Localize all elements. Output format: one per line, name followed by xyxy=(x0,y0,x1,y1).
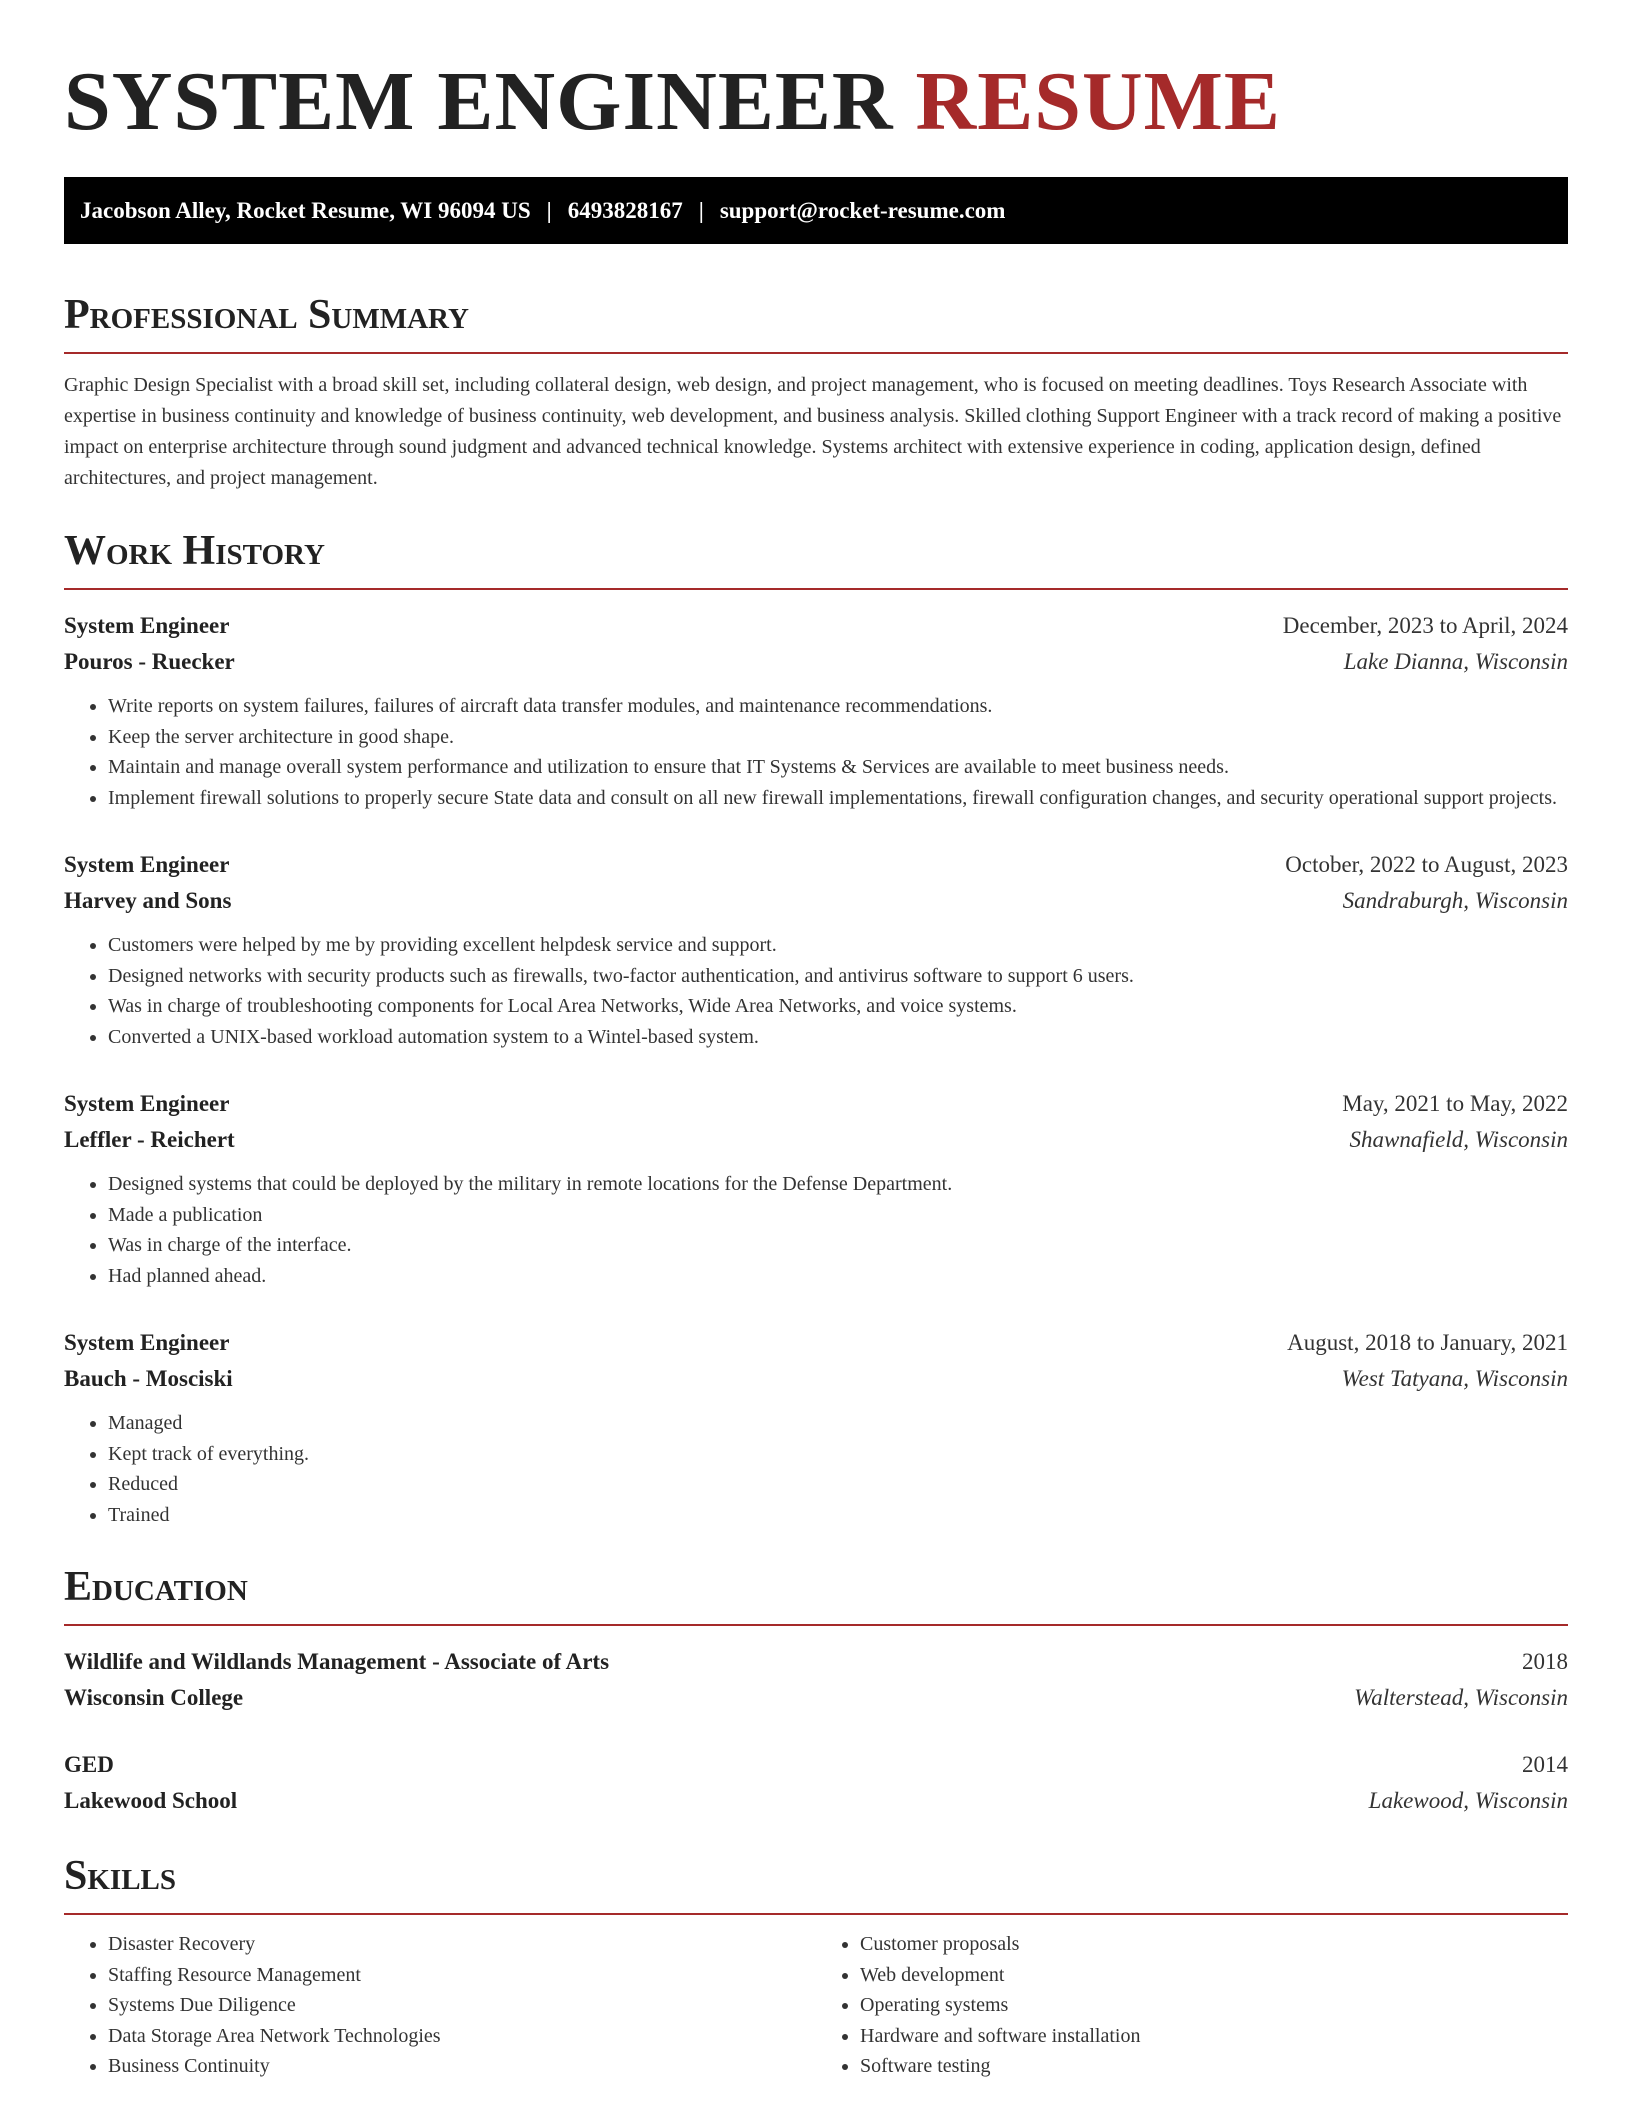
education-heading: Education xyxy=(64,1562,1568,1626)
job-entry xyxy=(64,1325,1568,1530)
education-degree-row xyxy=(64,1644,1568,1680)
title-main: SYSTEM ENGINEER xyxy=(64,55,894,148)
job-bullet: • Customers were helped by me by providing excellent helpdesk service and support. xyxy=(108,930,1568,961)
skill-item: • Business Continuity xyxy=(108,2051,816,2082)
job-entry xyxy=(64,847,1568,1052)
skill-item: • Disaster Recovery xyxy=(108,1929,816,1960)
job-company: Harvey and Sons xyxy=(64,888,232,913)
work-history-heading: Work History xyxy=(64,526,1568,590)
job-location: Shawnafield, Wisconsin xyxy=(1349,1127,1568,1152)
job-entry xyxy=(64,608,1568,813)
education-entry xyxy=(64,1747,1568,1819)
job-dates: May, 2021 to May, 2022 xyxy=(1342,1091,1568,1116)
job-bullet: • Designed networks with security products such as firewalls, two-factor authentication, and antivirus software to support 6 users. xyxy=(108,961,1568,992)
job-title: System Engineer xyxy=(64,613,230,638)
job-company: Pouros - Ruecker xyxy=(64,649,235,674)
job-dates: October, 2022 to August, 2023 xyxy=(1285,852,1568,877)
job-header-row xyxy=(64,608,1568,644)
job-bullets xyxy=(64,691,1568,813)
job-dates: December, 2023 to April, 2024 xyxy=(1282,613,1568,638)
contact-address: Jacobson Alley, Rocket Resume, WI 96094 US xyxy=(80,197,531,223)
contact-separator: | xyxy=(698,197,704,223)
job-bullet: • Implement firewall solutions to properly secure State data and consult on all new firewall implementations, firewall configuration changes, and security operational support projects. xyxy=(108,783,1568,814)
job-bullet: • Write reports on system failures, failures of aircraft data transfer modules, and maintenance recommendations. xyxy=(108,691,1568,722)
education-school-row xyxy=(64,1680,1568,1716)
job-bullets xyxy=(64,1408,1568,1530)
skill-item: • Data Storage Area Network Technologies xyxy=(108,2021,816,2052)
education-degree: Wildlife and Wildlands Management - Associate of Arts xyxy=(64,1649,610,1674)
education-year: 2018 xyxy=(1522,1649,1568,1674)
job-location: Lake Dianna, Wisconsin xyxy=(1343,649,1568,674)
job-location: Sandraburgh, Wisconsin xyxy=(1342,888,1568,913)
education-school-row xyxy=(64,1783,1568,1819)
job-company-row xyxy=(64,644,1568,680)
education-degree-row xyxy=(64,1747,1568,1783)
skills-list xyxy=(64,1929,1568,2082)
contact-separator: | xyxy=(546,197,552,223)
job-bullet: • Kept track of everything. xyxy=(108,1439,1568,1470)
education-entry xyxy=(64,1644,1568,1716)
job-bullet: • Designed systems that could be deployed by the military in remote locations for the Defense Department. xyxy=(108,1169,1568,1200)
skill-item: • Software testing xyxy=(860,2051,1568,2082)
skills-column-left xyxy=(64,1929,816,2082)
title-accent: RESUME xyxy=(915,55,1281,148)
education-school: Wisconsin College xyxy=(64,1685,244,1710)
job-bullet: • Maintain and manage overall system performance and utilization to ensure that IT Systems & Services are available to meet business needs. xyxy=(108,752,1568,783)
job-bullet: • Managed xyxy=(108,1408,1568,1439)
job-header-row xyxy=(64,1086,1568,1122)
job-bullet: • Keep the server architecture in good shape. xyxy=(108,722,1568,753)
job-title: System Engineer xyxy=(64,1091,230,1116)
job-header-row xyxy=(64,1325,1568,1361)
education-location: Lakewood, Wisconsin xyxy=(1368,1788,1568,1813)
skill-item: • Customer proposals xyxy=(860,1929,1568,1960)
contact-phone: 6493828167 xyxy=(567,197,683,223)
job-title: System Engineer xyxy=(64,1330,230,1355)
job-bullet: • Had planned ahead. xyxy=(108,1261,1568,1292)
education-year: 2014 xyxy=(1522,1752,1568,1777)
job-bullet: • Converted a UNIX-based workload automation system to a Wintel-based system. xyxy=(108,1022,1568,1053)
skill-item: • Staffing Resource Management xyxy=(108,1960,816,1991)
job-header-row xyxy=(64,847,1568,883)
job-bullet: • Made a publication xyxy=(108,1200,1568,1231)
job-company-row xyxy=(64,1361,1568,1397)
contact-bar xyxy=(64,177,1568,244)
skill-item: • Operating systems xyxy=(860,1990,1568,2021)
contact-email: support@rocket-resume.com xyxy=(719,197,1006,223)
education-school: Lakewood School xyxy=(64,1788,238,1813)
job-entry xyxy=(64,1086,1568,1291)
education-location: Walterstead, Wisconsin xyxy=(1354,1685,1568,1710)
job-dates: August, 2018 to January, 2021 xyxy=(1287,1330,1568,1355)
job-company: Bauch - Mosciski xyxy=(64,1366,233,1391)
job-bullets xyxy=(64,1169,1568,1291)
job-bullet: • Was in charge of troubleshooting components for Local Area Networks, Wide Area Networks, and voice systems. xyxy=(108,991,1568,1022)
education-degree: GED xyxy=(64,1752,114,1777)
summary-text: Graphic Design Specialist with a broad skill set, including collateral design, web design, and project management, who is focused on meeting deadlines. Toys Research Associate with expertise in business continuity and knowledge of business continuity, web development, and business analysis. Skilled clothing Support Engineer with a track record of making a positive impact on enterprise architecture through sound judgment and advanced technical knowledge. Systems architect with extensive experience in coding, application design, defined architectures, and project management. xyxy=(64,374,1562,489)
job-title: System Engineer xyxy=(64,852,230,877)
skills-column-right xyxy=(816,1929,1568,2082)
job-bullet: • Reduced xyxy=(108,1469,1568,1500)
job-company-row xyxy=(64,1122,1568,1158)
job-company: Leffler - Reichert xyxy=(64,1127,235,1152)
job-bullet: • Was in charge of the interface. xyxy=(108,1230,1568,1261)
job-company-row xyxy=(64,883,1568,919)
summary-heading: Professional Summary xyxy=(64,290,1568,354)
job-bullet: • Trained xyxy=(108,1500,1568,1531)
skills-heading: Skills xyxy=(64,1851,1568,1915)
skill-item: • Systems Due Diligence xyxy=(108,1990,816,2021)
job-bullets xyxy=(64,930,1568,1052)
skill-item: • Hardware and software installation xyxy=(860,2021,1568,2052)
job-location: West Tatyana, Wisconsin xyxy=(1341,1366,1568,1391)
skill-item: • Web development xyxy=(860,1960,1568,1991)
page-title xyxy=(64,52,1568,152)
